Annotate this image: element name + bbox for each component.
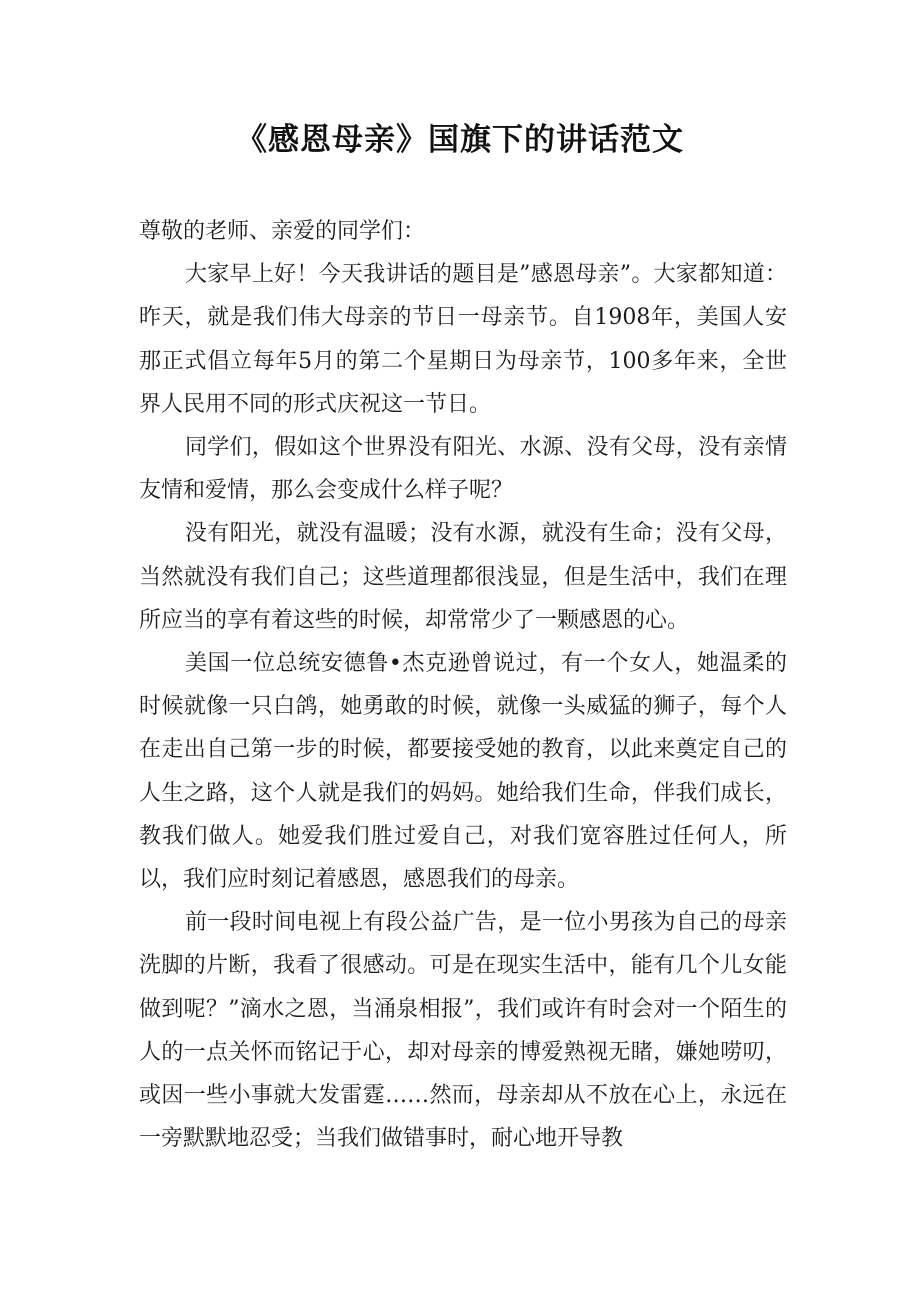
paragraph-3: 没有阳光，就没有温暖；没有水源，就没有生命；没有父母，当然就没有我们自己；这些道理都很浅显，但是生活中，我们在理所应当的享有着这些的时候，却常常少了一颗感恩的心。 bbox=[139, 521, 787, 633]
greeting-line: 尊敬的老师、亲爱的同学们： bbox=[139, 219, 426, 244]
document-title: 《感恩母亲》国旗下的讲话范文 bbox=[236, 122, 684, 158]
paragraph-2: 同学们，假如这个世界没有阳光、水源、没有父母，没有亲情友情和爱情，那么会变成什么样子呢？ bbox=[139, 435, 787, 504]
paragraph-5: 前一段时间电视上有段公益广告，是一位小男孩为自己的母亲洗脚的片断，我看了很感动。可是在现实生活中，能有几个儿女能做到呢？”滴水之恩，当涌泉相报”，我们或许有时会对一个陌生的人的一点关怀而铭记于心，却对母亲的博爱熟视无睹，嫌她唠叨，或因一些小事就大发雷霆……然而，母亲却从不放在心上，永远在一旁默默地忍受；当我们做错事时，耐心地开导教 bbox=[139, 910, 787, 1152]
paragraph-4: 美国一位总统安德鲁•杰克逊曾说过，有一个女人，她温柔的时候就像一只白鸽，她勇敢的时候，就像一头威猛的狮子，每个人在走出自己第一步的时候，都要接受她的教育，以此来奠定自己的人生之路，这个人就是我们的妈妈。她给我们生命，伴我们成长，教我们做人。她爱我们胜过爱自己，对我们宽容胜过任何人，所以，我们应时刻记着感恩，感恩我们的母亲。 bbox=[139, 651, 787, 893]
paragraph-1: 大家早上好！今天我讲话的题目是”感恩母亲”。大家都知道：昨天，就是我们伟大母亲的节日一母亲节。自1908年，美国人安那正式倡立每年5月的第二个星期日为母亲节，100多年来，全世界人民用不同的形式庆祝这一节日。 bbox=[139, 262, 787, 417]
document-body bbox=[139, 210, 787, 1160]
